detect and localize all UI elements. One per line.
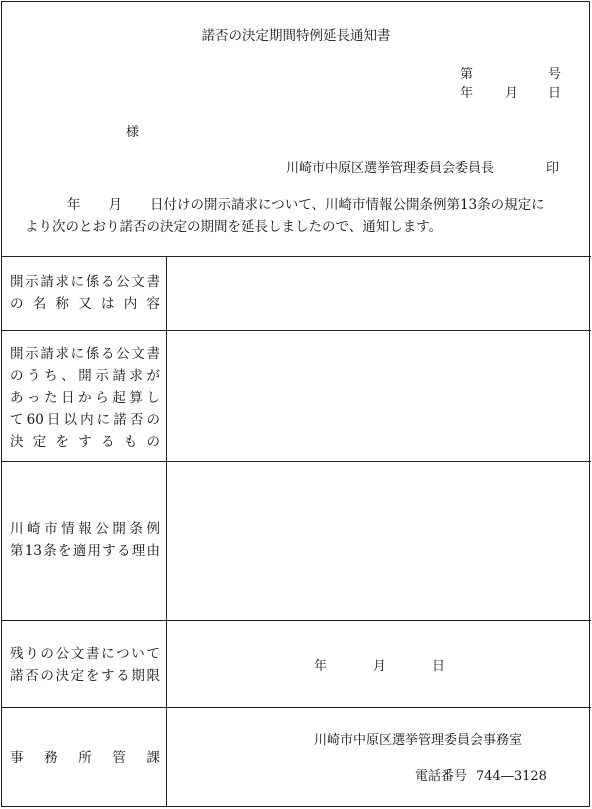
phone-label: 電話番号 [415,769,468,784]
addressee-suffix: 様 [126,125,140,140]
row-label-remaining-deadline: 残りの公文書について 諾否の決定をする期限 [10,646,160,684]
table-top-border [1,256,591,257]
row-label-reason-article-13: 川崎市情報公開条例 第13条を適用する理由 [10,521,160,559]
row-divider-2 [1,461,591,462]
row-label-document-name: 開示請求に係る公文書 の 名 称 又 は 内 容 [10,274,160,312]
notice-body-line-1: 年 月 日付けの開示請求について、川崎市情報公開条例第13条の規定に [67,197,545,213]
phone-number: 744―3128 [476,769,547,784]
deadline-day-label: 日 [432,659,446,674]
document-title: 諾否の決定期間特例延長通知書 [201,28,391,44]
table-column-divider [166,256,167,807]
row-divider-4 [1,707,591,708]
notice-body [10,194,582,238]
seal-mark: 印 [546,161,560,176]
sender-name: 川崎市中原区選挙管理委員会委員長 [286,161,495,176]
deadline-month-label: 月 [373,659,387,674]
date-year-label: 年 [460,86,474,101]
responsible-office-name: 川崎市中原区選挙管理委員会事務室 [314,733,523,748]
row-divider-1 [1,330,591,331]
row-divider-3 [1,620,591,621]
date-month-label: 月 [505,86,519,101]
date-day-label: 日 [548,86,562,101]
notice-body-line-2: より次のとおり諾否の決定の期間を延長しましたので、通知します。 [25,219,443,235]
deadline-year-label: 年 [314,659,328,674]
row-label-decision-within-60-days: 開示請求に係る公文書 のうち、開示請求が あった日から起算し て60日以内に諾否の 決 定 を す る も の [10,346,160,450]
phone-number-line [415,765,547,784]
number-dai-label: 第 [460,67,474,82]
number-go-label: 号 [548,67,562,82]
row-label-responsible-section: 事 務 所 管 課 [10,750,160,766]
